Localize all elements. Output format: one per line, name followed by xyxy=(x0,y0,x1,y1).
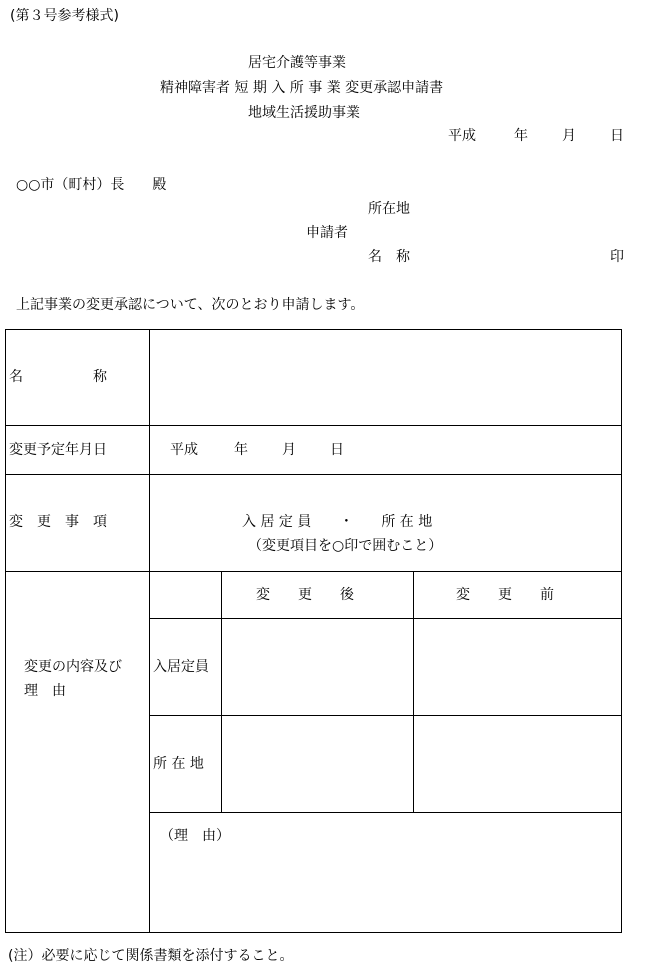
planned-date-month: 月 xyxy=(282,442,296,458)
date-year: 年 xyxy=(514,128,528,144)
business-line-1: 居宅介護等事業 xyxy=(248,55,346,71)
intro-text: 上記事業の変更承認について、次のとおり申請します。 xyxy=(16,297,365,313)
name-row-label: 名 称 xyxy=(9,369,107,385)
date-era: 平成 xyxy=(448,128,476,144)
document-title: 精神障害者 短 期 入 所 事 業 変更承認申請書 xyxy=(160,80,444,96)
change-items-note: （変更項目を○印で囲むこと） xyxy=(248,538,443,554)
change-items-options: 入 居 定 員 ・ 所 在 地 xyxy=(242,514,433,530)
before-column-header: 変 更 前 xyxy=(456,587,554,603)
location-label: 所在地 xyxy=(368,201,410,217)
details-label-line-1: 変更の内容及び xyxy=(24,659,122,675)
applicant-label: 申請者 xyxy=(306,225,348,241)
date-day: 日 xyxy=(610,128,624,144)
business-line-3: 地域生活援助事業 xyxy=(248,105,360,121)
planned-date-era: 平成 xyxy=(170,442,198,458)
date-month: 月 xyxy=(562,128,576,144)
seal-mark: 印 xyxy=(610,249,624,265)
location-row-label: 所 在 地 xyxy=(153,756,204,772)
reason-label: （理 由） xyxy=(160,828,230,844)
change-items-label: 変 更 事 項 xyxy=(9,514,107,530)
after-column-header: 変 更 後 xyxy=(256,587,354,603)
planned-date-year: 年 xyxy=(234,442,248,458)
form-number: (第３号参考様式) xyxy=(10,8,119,24)
footnote: (注）必要に応じて関係書類を添付すること。 xyxy=(8,948,294,964)
addressee: ○○市（町村）長 殿 xyxy=(16,177,167,193)
planned-date-label: 変更予定年月日 xyxy=(9,442,107,458)
name-label: 名 称 xyxy=(368,249,410,265)
planned-date-day: 日 xyxy=(330,442,344,458)
details-label-line-2: 理 由 xyxy=(24,683,66,699)
capacity-row-label: 入居定員 xyxy=(153,659,209,675)
